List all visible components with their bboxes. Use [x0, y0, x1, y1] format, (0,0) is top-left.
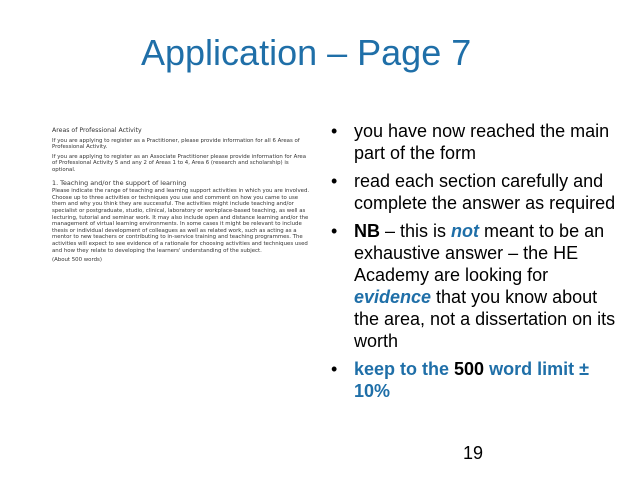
word-limit-text: word limit ± 10%	[354, 359, 589, 401]
bullet-item	[331, 120, 626, 164]
bullet-text: you have now reached the main part of the form	[354, 121, 610, 163]
bullet-list	[331, 120, 626, 408]
word-limit-text: keep to the	[354, 359, 455, 379]
bullet-item	[331, 220, 626, 352]
bullet-dot-icon: •	[331, 121, 338, 141]
bullet-text: meant to be an exhaustive answer – the HE Academy are looking for	[354, 221, 605, 285]
bullet-item	[331, 170, 626, 214]
bullet-text: – this is	[380, 221, 452, 241]
form-excerpt-image	[52, 128, 310, 267]
form-heading: Areas of Professional Activity	[52, 127, 142, 134]
bullet-text: that you know about the area, not a dissertation on its worth	[354, 287, 616, 351]
bullet-item	[331, 358, 626, 402]
bullet-text: read each section carefully and complete the answer as required	[354, 171, 616, 213]
form-paragraph: If you are applying to register as a Practitioner, please provide information for all 6 Areas of Professional Activity.	[52, 137, 300, 151]
bullet-dot-icon: •	[331, 359, 338, 379]
form-word-count: (About 500 words)	[52, 257, 102, 264]
slide-title: Application – Page 7	[141, 32, 472, 73]
form-subheading: 1. Teaching and/or the support of learning	[52, 178, 187, 187]
form-body-text: Please indicate the range of teaching and learning support activities in which you are involved. Choose up to three activities or techniques you use and comment on how you came to use them and why you think they are successful. The activities might include teaching and/or specialist or postgraduate, studio, clinical, laboratory or workplace-based teaching, as well as lecturing, tutorial and seminar work. It may also include open and distance learning and/or the management of virtual learning environments. In some cases it might be relevant to include thesis or individual development of colleagues as well as related work, such as acting as a mentor to new teachers or contributing to in-service training and teaching programmes. The activities will expect to see evidence of a rationale for choosing activities and techniques used and how they relate to developing the learners' understanding of the subject.	[52, 188, 310, 254]
nb-label: NB	[354, 221, 380, 241]
emphasis-evidence: evidence	[354, 287, 432, 307]
word-limit-number: 500	[454, 359, 485, 379]
emphasis-not: not	[451, 221, 480, 241]
bullet-dot-icon: •	[331, 171, 338, 191]
form-paragraph: If you are applying to register as an Associate Practitioner please provide information for Area of Professional Activity 5 and any 2 of Areas 1 to 4, Area 6 (research and scholarship) is optional.	[52, 153, 307, 173]
page-number: 19	[463, 443, 484, 463]
bullet-dot-icon: •	[331, 221, 338, 241]
